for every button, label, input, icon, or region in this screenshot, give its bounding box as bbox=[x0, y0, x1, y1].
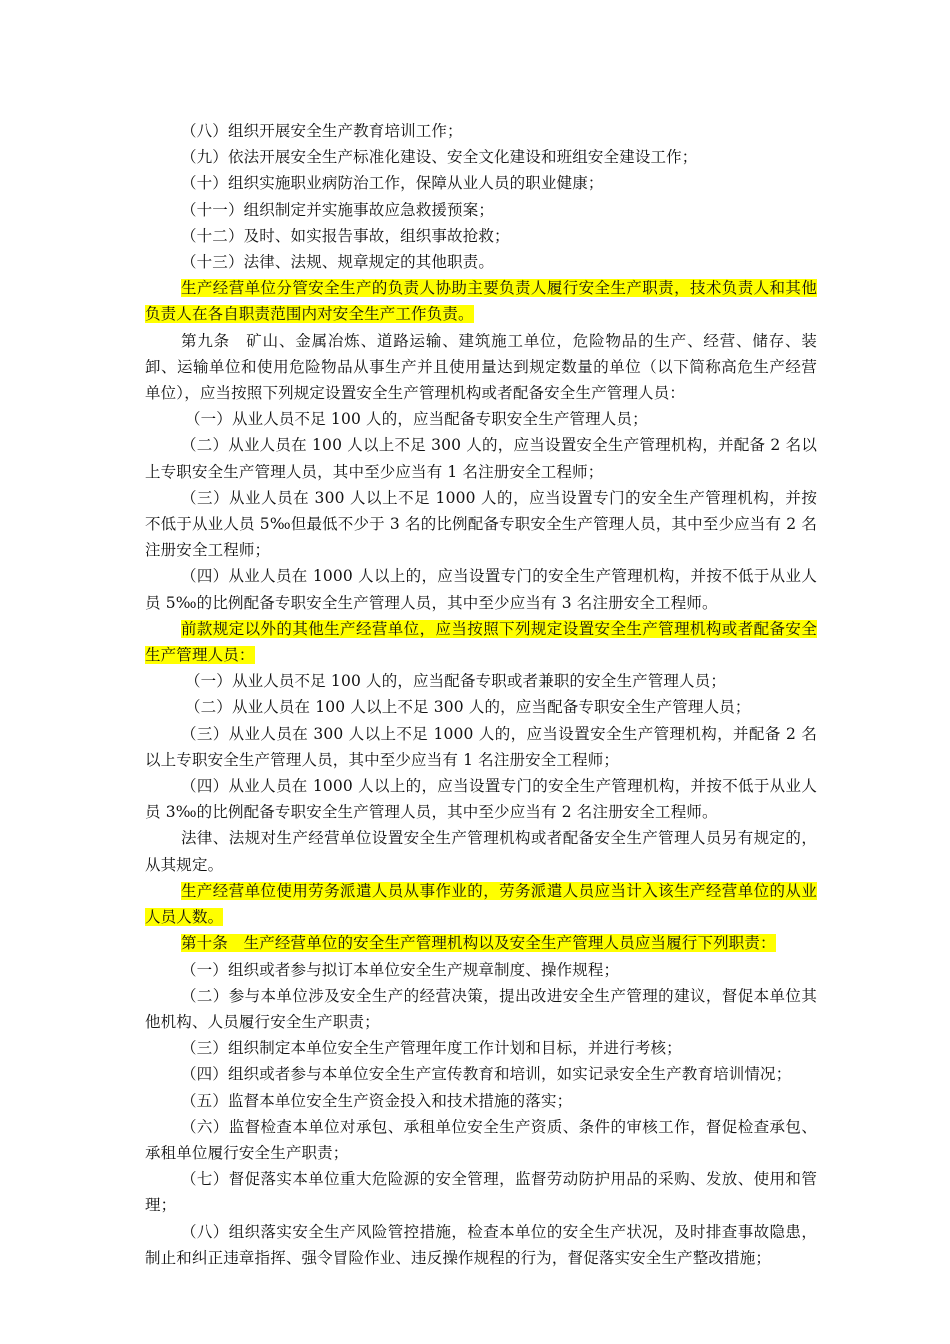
paragraph-28: （八）组织落实安全生产风险管控措施，检查本单位的安全生产状况，及时排查事故隐患，制止和纠正违章指挥、强令冒险作业、违反操作规程的行为，督促落实安全生产整改措施； bbox=[145, 1222, 817, 1267]
paragraph-3: （十）组织实施职业病防治工作，保障从业人员的职业健康； bbox=[181, 174, 604, 193]
paragraph-9: （一）从业人员不足 100 人的，应当配备专职安全生产管理人员； bbox=[185, 410, 648, 429]
paragraph-16: （三）从业人员在 300 人以上不足 1000 人的，应当设置安全生产管理机构，并配备 2 名以上专职安全生产管理人员，其中至少应当有 1 名注册安全工程师； bbox=[145, 724, 817, 769]
paragraph-10: （二）从业人员在 100 人以上不足 300 人的，应当设置安全生产管理机构，并配备 2 名以上专职安全生产管理人员，其中至少应当有 1 名注册安全工程师； bbox=[145, 436, 817, 481]
paragraph-21: （一）组织或者参与拟订本单位安全生产规章制度、操作规程； bbox=[181, 960, 620, 979]
paragraph-2: （九）依法开展安全生产标准化建设、安全文化建设和班组安全建设工作； bbox=[181, 148, 698, 167]
paragraph-27: （七）督促落实本单位重大危险源的安全管理，监督劳动防护用品的采购、发放、使用和管理； bbox=[145, 1170, 817, 1215]
document-body bbox=[145, 118, 817, 1271]
paragraph-4: （十一）组织制定并实施事故应急救援预案； bbox=[181, 200, 495, 219]
paragraph-23: （三）组织制定本单位安全生产管理年度工作计划和目标，并进行考核； bbox=[181, 1039, 682, 1058]
paragraph-22: （二）参与本单位涉及安全生产的经营决策，提出改进安全生产管理的建议，督促本单位其他机构、人员履行安全生产职责； bbox=[145, 986, 817, 1031]
paragraph-1: （八）组织开展安全生产教育培训工作； bbox=[181, 122, 463, 140]
highlighted-paragraph-7: 生产经营单位分管安全生产的负责人协助主要负责人履行安全生产职责，技术负责人和其他负责人在各自职责范围内对安全生产工作负责。 bbox=[145, 279, 817, 324]
paragraph-11: （三）从业人员在 300 人以上不足 1000 人的，应当设置专门的安全生产管理机构，并按不低于从业人员 5‰但最低不少于 3 名的比例配备专职安全生产管理人员，其中至少应当有 2 名注册安全工程师； bbox=[145, 488, 817, 560]
highlighted-paragraph-13: 前款规定以外的其他生产经营单位，应当按照下列规定设置安全生产管理机构或者配备安全生产管理人员： bbox=[145, 619, 817, 665]
highlighted-paragraph-19: 生产经营单位使用劳务派遣人员从事作业的，劳务派遣人员应当计入该生产经营单位的从业人员人数。 bbox=[145, 881, 817, 927]
paragraph-15: （二）从业人员在 100 人以上不足 300 人的，应当配备专职安全生产管理人员； bbox=[185, 698, 751, 717]
paragraph-14: （一）从业人员不足 100 人的，应当配备专职或者兼职的安全生产管理人员； bbox=[185, 672, 726, 691]
paragraph-17: （四）从业人员在 1000 人以上的，应当设置专门的安全生产管理机构，并按不低于从业人员 3‰的比例配备专职安全生产管理人员，其中至少应当有 2 名注册安全工程师。 bbox=[145, 777, 817, 822]
paragraph-24: （四）组织或者参与本单位安全生产宣传教育和培训，如实记录安全生产教育培训情况； bbox=[181, 1065, 792, 1084]
paragraph-12: （四）从业人员在 1000 人以上的，应当设置专门的安全生产管理机构，并按不低于从业人员 5‰的比例配备专职安全生产管理人员，其中至少应当有 3 名注册安全工程师。 bbox=[145, 567, 817, 612]
paragraph-25: （五）监督本单位安全生产资金投入和技术措施的落实； bbox=[181, 1091, 573, 1110]
paragraph-5: （十二）及时、如实报告事故，组织事故抢救； bbox=[181, 226, 510, 245]
paragraph-18: 法律、法规对生产经营单位设置安全生产管理机构或者配备安全生产管理人员另有规定的，从其规定。 bbox=[145, 829, 817, 874]
paragraph-26: （六）监督检查本单位对承包、承租单位安全生产资质、条件的审核工作，督促检查承包、承租单位履行安全生产职责； bbox=[145, 1117, 817, 1162]
article-10-heading: 第十条 生产经营单位的安全生产管理机构以及安全生产管理人员应当履行下列职责： bbox=[181, 934, 776, 953]
article-9-paragraph: 第九条 矿山、金属冶炼、道路运输、建筑施工单位，危险物品的生产、经营、储存、装卸、运输单位和使用危险物品从事生产并且使用量达到规定数量的单位（以下简称高危生产经营单位），应当按照下列规定设置安全生产管理机构或者配备安全生产管理人员： bbox=[145, 331, 817, 403]
paragraph-6: （十三）法律、法规、规章规定的其他职责。 bbox=[181, 253, 495, 272]
